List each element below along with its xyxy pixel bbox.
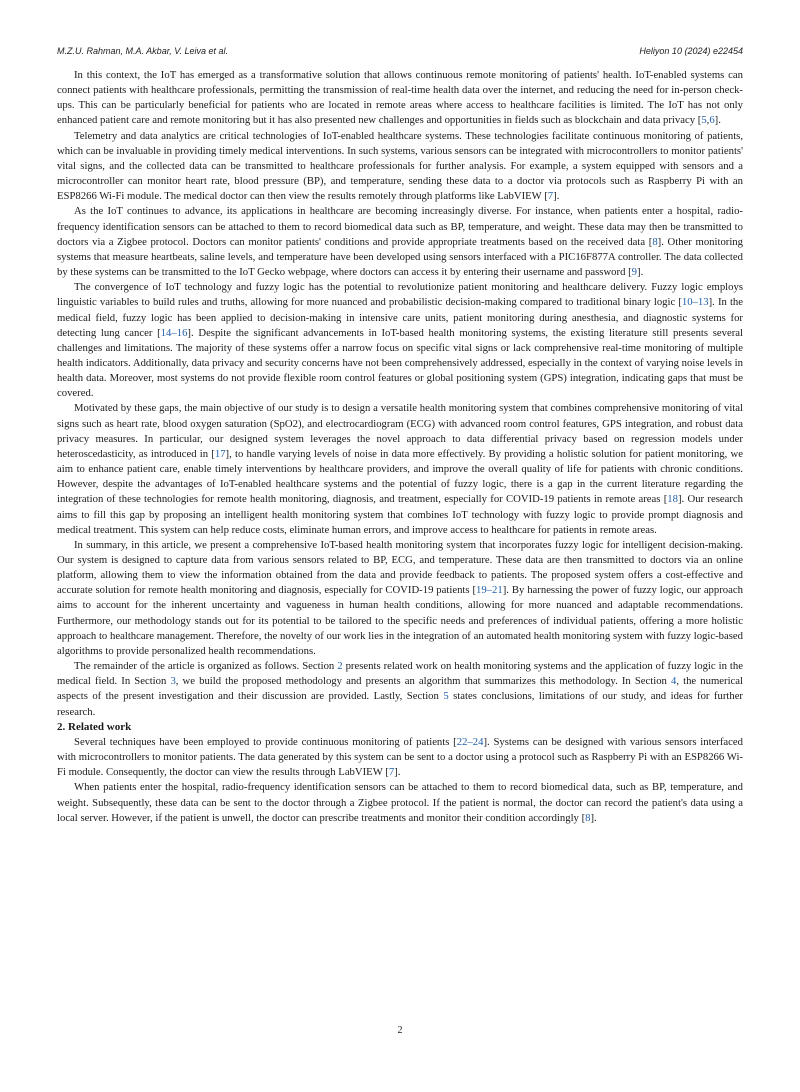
paragraph-text: presents related work on health monitoring systems and the application of fuzzy logic in the medical field. In Section	[57, 660, 743, 688]
paragraph-text: ], to handle varying levels of noise in data more effectively. By providing a holistic solution for patient monitoring, we aim to enhance patient care, enable timely interventions by healthcare providers, and improve the overall quality of life for patients with chronic conditions. However, despite the advantages of IoT-enabled healthcare systems and the potential of fuzzy logic, there is a gap in the current literature regarding the integration of these technologies for remote health monitoring, diagnosis, and treatment, especially for COVID-19 patients in remote areas [	[57, 447, 743, 506]
paragraph-text: , we build the proposed methodology and presents an algorithm that summarizes this methodology. In Section	[175, 675, 671, 688]
paragraph-text: As the IoT continues to advance, its applications in healthcare are becoming increasingly diverse. For instance, when patients enter a hospital, radio-frequency identification sensors can be attached to them to record biomedical data such as BP, temperature, and weight. These data may then be transmitted to doctors via a Zigbee protocol. Doctors can monitor patients' conditions and provide appropriate treatments based on the received data [	[57, 205, 743, 248]
citation-link[interactable]: 18	[667, 493, 678, 506]
paragraph-text: ].	[590, 811, 597, 824]
paragraph	[57, 68, 743, 129]
paragraph-text: In this context, the IoT has emerged as a transformative solution that allows continuous remote monitoring of patients' health. IoT-enabled systems can connect patients with healthcare professionals, permitting the transmission of real-time health data over the internet, and reducing the need for in-person check-ups. This can be particularly beneficial for patients who are located in remote areas where access to healthcare facilities is limited. The IoT has not only enhanced patient care and remote monitoring but it has also presented new challenges and opportunities in fields such as blockchain and data privacy [	[57, 69, 743, 127]
citation-link[interactable]: 5	[443, 690, 449, 703]
citation-link[interactable]: 19–21	[476, 584, 503, 597]
paragraph-text: In summary, in this article, we present a comprehensive IoT-based health monitoring system that incorporates fuzzy logic for intelligent decision-making. Our system is designed to capture data from various sensors related to BP, ECG, and temperature. These data are then transmitted to doctors via an online platform, allowing them to view the information obtained from the data and provide feedback to patients. The proposed system offers a cost-effective and accurate solution for remote health monitoring and diagnosis, especially for COVID-19 patients [	[57, 538, 743, 597]
paragraph-text: ].	[394, 766, 401, 779]
citation-link[interactable]: 17	[214, 447, 226, 460]
paragraph-text: The remainder of the article is organized as follows. Section	[74, 660, 338, 673]
citation-link[interactable]: 8	[652, 235, 658, 248]
paragraph-text: ].	[637, 266, 644, 279]
paragraph-text: ,	[706, 114, 710, 127]
body-text	[57, 68, 743, 826]
paragraph-text: states conclusions, limitations of our study, and ideas for further research.	[57, 690, 743, 718]
citation-link[interactable]: 4	[671, 675, 677, 688]
paragraph	[57, 735, 743, 780]
paragraph-text: ]. In the medical field, fuzzy logic has been applied to decision-making in intensive care units, patient monitoring during anesthesia, and diagnostic systems for detecting lung cancer [	[57, 296, 743, 339]
citation-link[interactable]: 3	[170, 675, 176, 688]
page-number: 2	[397, 1025, 403, 1036]
paragraph	[57, 538, 743, 659]
paragraph-text: ]. Other monitoring systems that measure heartbeats, saline levels, and temperature have been developed using sensors interfaced with a PIC16F877A controller. The data collected by these systems can be transmitted to the IoT Gecko webpage, where doctors can access it by entering their username and password [	[57, 235, 743, 279]
citation-link[interactable]: 6	[709, 114, 715, 127]
citation-link[interactable]: 7	[547, 190, 554, 203]
paragraph-text: When patients enter the hospital, radio-frequency identification sensors can be attached to them to record biomedical data, such as BP, temperature, and weight. Subsequently, these data can be sent to the doctor through a Zigbee protocol. If the patient is normal, the doctor can record the patient's data using a local server. However, if the patient is unwell, the doctor can prescribe treatments and monitor their condition accordingly [	[57, 781, 743, 824]
citation-link[interactable]: 2	[337, 660, 343, 673]
citation-link[interactable]: 8	[585, 811, 591, 824]
running-head-journal: Heliyon 10 (2024) e22454	[639, 46, 743, 56]
paragraph-text: The convergence of IoT technology and fuzzy logic has the potential to revolutionize patient monitoring and healthcare delivery. Fuzzy logic employs linguistic variables to build rules and truths, allowing for more nuanced and probabilistic decision-making compared to traditional binary logic [	[57, 281, 743, 309]
related-work-paragraphs	[57, 735, 743, 826]
paragraph	[57, 780, 743, 825]
paragraph	[57, 129, 743, 205]
running-head	[57, 46, 743, 56]
paragraph	[57, 204, 743, 280]
paragraph-text: Telemetry and data analytics are critical technologies of IoT-enabled healthcare systems. These technologies facilitate continuous monitoring of patients, which can be invaluable in providing timely medical interventions. In such systems, various sensors can be integrated with microcontrollers to monitor patients' vital signs, and the collected data can be transmitted to healthcare professionals for further analysis. For example, a system equipped with sensors and a microcontroller can monitor heart rate, blood pressure (BP), and temperature, sending these data to a doctor via protocols such as Raspberry Pi with an ESP8266 Wi-Fi module. The medical doctor can then view the results remotely through platforms like LabVIEW [	[57, 129, 743, 203]
paragraph-text: ]. By harnessing the power of fuzzy logic, our approach aims to account for the inherent uncertainty and vagueness in human health conditions, allowing for more nuanced and adaptable recommendations. Furthermore, our methodology stands out for its potential to be tailored to the specific needs and preferences of individual patients, offering a more holistic approach to healthcare management. Therefore, the novelty of our work lies in the integration of an automated health monitoring system with fuzzy logic-based algorithms to provide personalized health recommendations.	[57, 584, 743, 657]
paragraph-text: ]. Our research aims to fill this gap by proposing an intelligent health monitoring system that combines IoT technology with fuzzy logic to provide prompt diagnosis and medical treatment. This system can help reduce costs, eliminate human errors, and improve access to healthcare for patients in remote areas.	[57, 493, 743, 536]
citation-link[interactable]: 10–13	[681, 296, 709, 309]
citation-link[interactable]: 22–24	[456, 735, 484, 748]
introduction-paragraphs	[57, 68, 743, 720]
paragraph	[57, 659, 743, 720]
citation-link[interactable]: 7	[388, 766, 395, 779]
paragraph-text: ].	[553, 190, 560, 203]
paragraph-text: Several techniques have been employed to provide continuous monitoring of patients [	[74, 735, 457, 748]
paragraph	[57, 280, 743, 401]
paragraph-text: ]. Systems can be designed with various sensors interfaced with microcontrollers to monitor patients. The data generated by this system can be sent to a doctor using a protocol such as Raspberry Pi with an ESP8266 Wi-Fi module. Consequently, the doctor can view the results through LabVIEW [	[57, 735, 743, 779]
citation-link[interactable]: 9	[631, 266, 638, 279]
paragraph	[57, 401, 743, 537]
citation-link[interactable]: 5	[701, 114, 707, 127]
paragraph-text: ]. Despite the significant advancements in IoT-based health monitoring systems, the existing literature still presents several challenges and limitations. The majority of these systems offer a narrow focus on specific vital signs or lack comprehensive real-time monitoring of multiple health indicators. Additionally, data privacy and security concerns have not been comprehensively addressed, especially in the context of varying noise levels in health data. Moreover, most systems do not provide flexible room control features or global positioning system (GPS) integration, indicating gaps that must be covered.	[57, 326, 743, 400]
paragraph-text: ].	[714, 114, 721, 127]
section-heading: 2. Related work	[57, 720, 132, 733]
citation-link[interactable]: 14–16	[160, 326, 188, 339]
running-head-authors: M.Z.U. Rahman, M.A. Akbar, V. Leiva et al.	[57, 46, 229, 56]
paragraph-text: Motivated by these gaps, the main objective of our study is to design a versatile health monitoring system that combines comprehensive monitoring of vital signs such as heart rate, blood oxygen saturation (SpO2), and electrocardiogram (ECG) with advanced room control features, GPS integration, and robust data privacy measures. In particular, our designed system leverages the novel approach to data differential privacy based on regression models under heteroscedasticity, as introduced in [	[57, 402, 743, 460]
paragraph-text: , the numerical aspects of the present investigation and their discussion are provided. Lastly, Section	[57, 675, 743, 703]
